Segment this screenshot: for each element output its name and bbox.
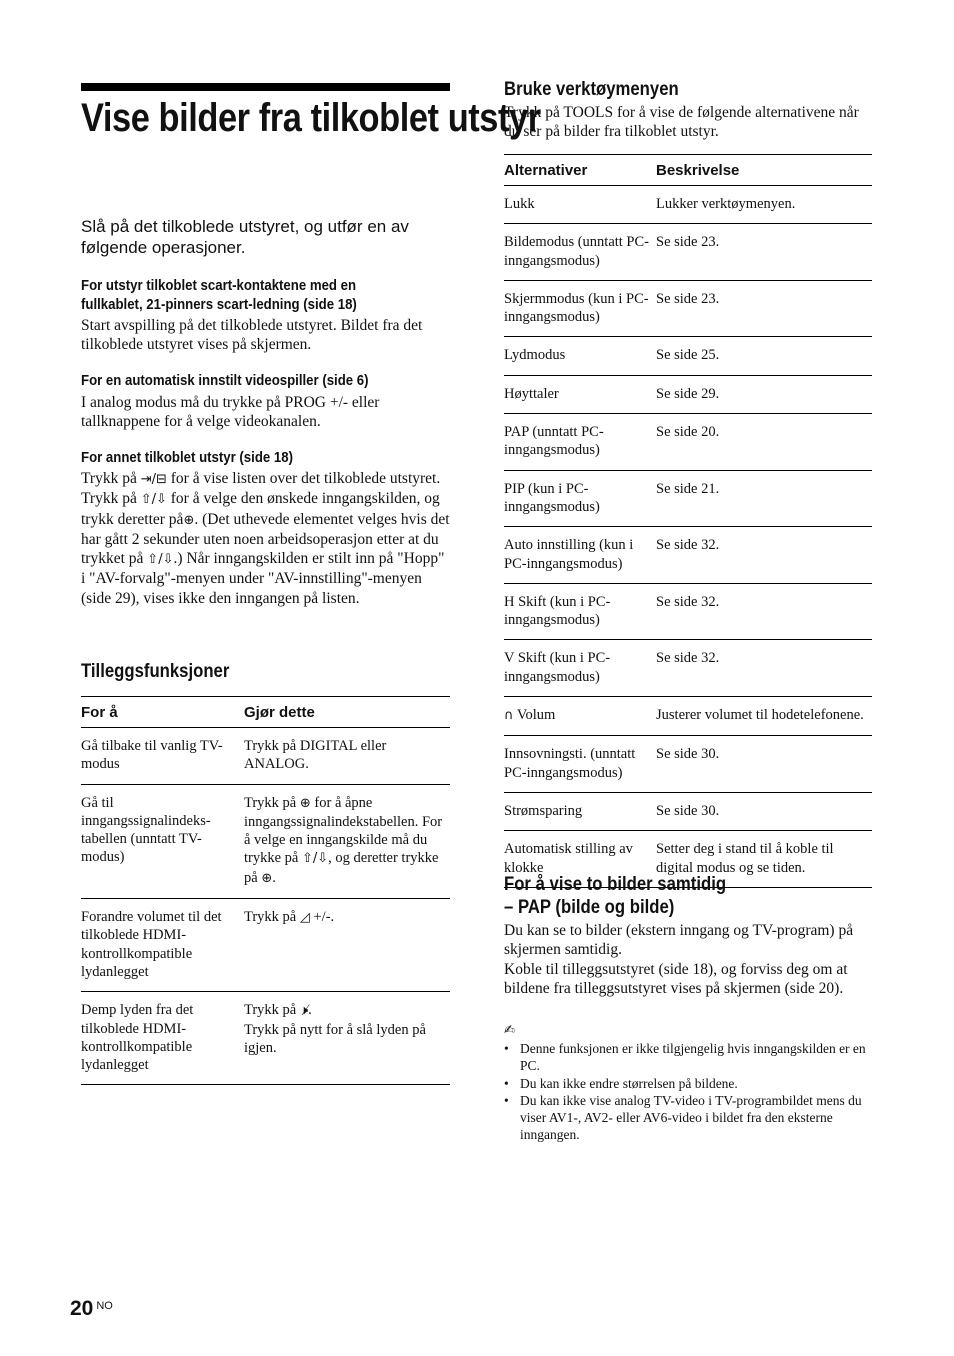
section-heading-annet: For annet tilkoblet utstyr (side 18) [81, 449, 293, 466]
pap-body: Du kan se to bilder (ekstern inngang og TV-program) på skjermen samtidig. Koble til tilleggsutstyret (side 18), og forviss deg om at bildene fra tilleggsutstyret vises på skjermen (side 20). [504, 922, 854, 997]
table-row: V Skift (kun i PC-inngangsmodus) Se side 32. [504, 640, 872, 697]
table-row: Gå tilbake til vanlig TV-modus Trykk på DIGITAL eller ANALOG. [81, 728, 450, 785]
list-item: • Du kan ikke endre størrelsen på bildene. [504, 1075, 874, 1092]
pap-heading: For å vise to bilder samtidig – PAP (bilde og bilde) [504, 874, 727, 918]
column-header: Gjør dette [244, 697, 450, 728]
verktoymeny-body: Trykk på TOOLS for å vise de følgende alternativene når du ser på bilder fra tilkoblet utstyr. [504, 104, 859, 141]
enter-button-icon: ⊕ [261, 870, 273, 886]
section-heading-videospiller: For en automatisk innstilt videospiller (side 6) [81, 372, 369, 389]
column-header: For å [81, 697, 244, 728]
table-row: Innsovningsti. (unntatt PC-inngangsmodus) Se side 30. [504, 736, 872, 793]
pencil-note-icon: ✍ [504, 1023, 515, 1038]
up-down-arrow-icon: ⇧/⇩ [147, 552, 174, 568]
title-rule [81, 83, 450, 91]
notes-list [504, 1022, 874, 1144]
list-item: • Du kan ikke vise analog TV-video i TV-programbildet mens du viser AV1-, AV2- eller AV6-video i bildet fra den eksterne inngangen. [504, 1092, 874, 1144]
table-row: PAP (unntatt PC-inngangsmodus) Se side 20. [504, 414, 872, 471]
page-title: Vise bilder fra tilkoblet utstyr [81, 96, 541, 140]
table-row: Auto innstilling (kun i PC-inngangsmodus) Se side 32. [504, 527, 872, 584]
table-header-row [81, 697, 450, 728]
intro-text: Slå på det tilkoblede utstyret, og utfør en av følgende operasjoner. [81, 217, 409, 257]
verktoymeny-table [504, 154, 872, 888]
section-heading-scart: For utstyr tilkoblet scart-kontaktene med en fullkablet, 21-pinners scart-ledning (side 18) [81, 277, 357, 313]
list-item: • Denne funksjonen er ikke tilgjengelig hvis inngangskilden er en PC. [504, 1040, 874, 1075]
table-row: ∩ Volum Justerer volumet til hodetelefonene. [504, 697, 872, 736]
table-row: Bildemodus (unntatt PC-inngangsmodus) Se side 23. [504, 224, 872, 281]
mute-icon: 🕨̸ [299, 1003, 309, 1019]
table-row: Gå til inngangssignalindeks-tabellen (unntatt TV-modus) Trykk på ⊕ for å åpne inngangssignalindekstabellen. For å velge en inngangskilde må du trykke på ⇧/⇩, og deretter trykke på ⊕. [81, 784, 450, 898]
verktoymeny-heading: Bruke verktøymenyen [504, 79, 679, 100]
table-row: Lukk Lukker verktøymenyen. [504, 186, 872, 224]
table-row: Automatisk stilling av klokke Setter deg i stand til å koble til digital modus og se tiden. [504, 831, 872, 888]
section-body-scart: Start avspilling på det tilkoblede utstyret. Bildet fra det tilkoblede utstyret vises på skjermen. [81, 317, 423, 354]
headphones-icon: ∩ [504, 708, 514, 724]
table-row: PIP (kun i PC-inngangsmodus) Se side 21. [504, 470, 872, 527]
tilleggsfunksjoner-table [81, 696, 450, 1085]
enter-button-icon: ⊕ [183, 512, 195, 528]
table-row: Strømsparing Se side 30. [504, 792, 872, 830]
enter-button-icon: ⊕ [299, 795, 311, 811]
column-header: Beskrivelse [656, 155, 872, 186]
table-row: Forandre volumet til det tilkoblede HDMI-kontrollkompatible lydanlegget Trykk på ◿ +/-. [81, 899, 450, 992]
table-row: Demp lyden fra det tilkoblede HDMI-kontrollkompatible lydanlegget Trykk på 🕨̸. Trykk på nytt for å slå lyden på igjen. [81, 992, 450, 1085]
table-row: Lydmodus Se side 25. [504, 337, 872, 375]
volume-icon: ◿ [299, 910, 310, 926]
up-down-arrow-icon: ⇧/⇩ [301, 851, 329, 867]
section-body-videospiller: I analog modus må du trykke på PROG +/- eller tallknappene for å velge videokanalen. [81, 394, 380, 431]
section-body-annet: Trykk på ⇥/⊟ for å vise listen over det tilkoblede utstyret. Trykk på ⇧/⇩ for å velge den ønskede inngangskilden, og trykk deretter på⊕. (Det uthevede elementet velges hvis det har gått 2 sekunder uten noen arbeidsoperasjon etter at du trykket på ⇧/⇩.) Når inngangskilden er stilt inn på "Hopp" i "AV-forvalg"-menyen under "AV-innstilling"-menyen (side 29), vises ikke den inngangen på listen. [81, 470, 450, 607]
table-row: Skjermmodus (kun i PC-inngangsmodus) Se side 23. [504, 280, 872, 337]
page-number: 20 $^{NO}$ [70, 1297, 113, 1320]
table-row: H Skift (kun i PC-inngangsmodus) Se side 32. [504, 583, 872, 640]
table-header-row [504, 155, 872, 186]
input-select-icon: ⇥/⊟ [140, 472, 167, 487]
tilleggsfunksjoner-heading: Tilleggsfunksjoner [81, 661, 230, 682]
up-down-arrow-icon: ⇧/⇩ [140, 492, 167, 508]
column-header: Alternativer [504, 155, 656, 186]
table-row: Høyttaler Se side 29. [504, 375, 872, 413]
